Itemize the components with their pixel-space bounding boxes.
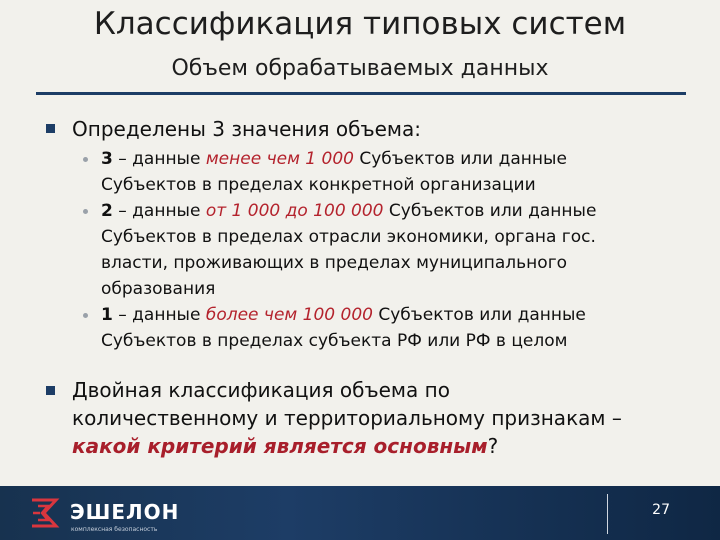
bullet-line: количественному и территориальному признакам – <box>72 406 622 430</box>
slide-title: Классификация типовых систем <box>93 6 627 42</box>
sub-bullet-level-2 <box>101 198 698 302</box>
square-bullet-icon <box>46 386 55 395</box>
slide-subtitle: Объем обрабатываемых данных <box>171 56 549 81</box>
sub-bullet-line: 3 – данные менее чем 1 000 Субъектов или данные <box>101 149 567 169</box>
dot-bullet-icon <box>83 209 88 214</box>
dot-bullet-icon <box>83 313 88 318</box>
sub-bullet-line: власти, проживающих в пределах муниципального <box>101 253 568 273</box>
footer-divider <box>607 494 608 534</box>
bullet-double-classification <box>38 376 698 460</box>
title-divider <box>36 92 686 95</box>
sub-bullet-level-1 <box>101 302 698 354</box>
sub-bullet-line: 1 – данные более чем 100 000 Субъектов или данные <box>101 305 586 325</box>
page-number: 27 <box>652 502 670 518</box>
logo-tagline: комплексная безопасность <box>71 526 158 533</box>
bullet-line: какой критерий является основным? <box>72 434 499 458</box>
emphasis-question: какой критерий является основным <box>72 434 488 458</box>
square-bullet-icon <box>46 124 55 133</box>
sub-bullet-line: 2 – данные от 1 000 до 100 000 Субъектов или данные <box>101 201 597 221</box>
sub-bullet-line: Субъектов в пределах субъекта РФ или РФ в целом <box>101 331 568 351</box>
logo-name: ЭШЕЛОН <box>70 500 180 524</box>
sub-bullet-line: Субъектов в пределах конкретной организации <box>101 175 536 195</box>
slide-content <box>38 116 698 460</box>
footer-bar <box>0 486 720 540</box>
eshelon-logo-icon <box>30 498 62 528</box>
sub-bullet-level-3 <box>101 146 698 198</box>
bullet-text: Определены 3 значения объема: <box>72 117 421 141</box>
sub-bullet-line: образования <box>101 279 216 299</box>
bullet-volume-levels <box>38 116 698 142</box>
bullet-line: Двойная классификация объема по <box>72 378 450 402</box>
dot-bullet-icon <box>83 157 88 162</box>
sub-bullet-line: Субъектов в пределах отрасли экономики, органа гос. <box>101 227 596 247</box>
